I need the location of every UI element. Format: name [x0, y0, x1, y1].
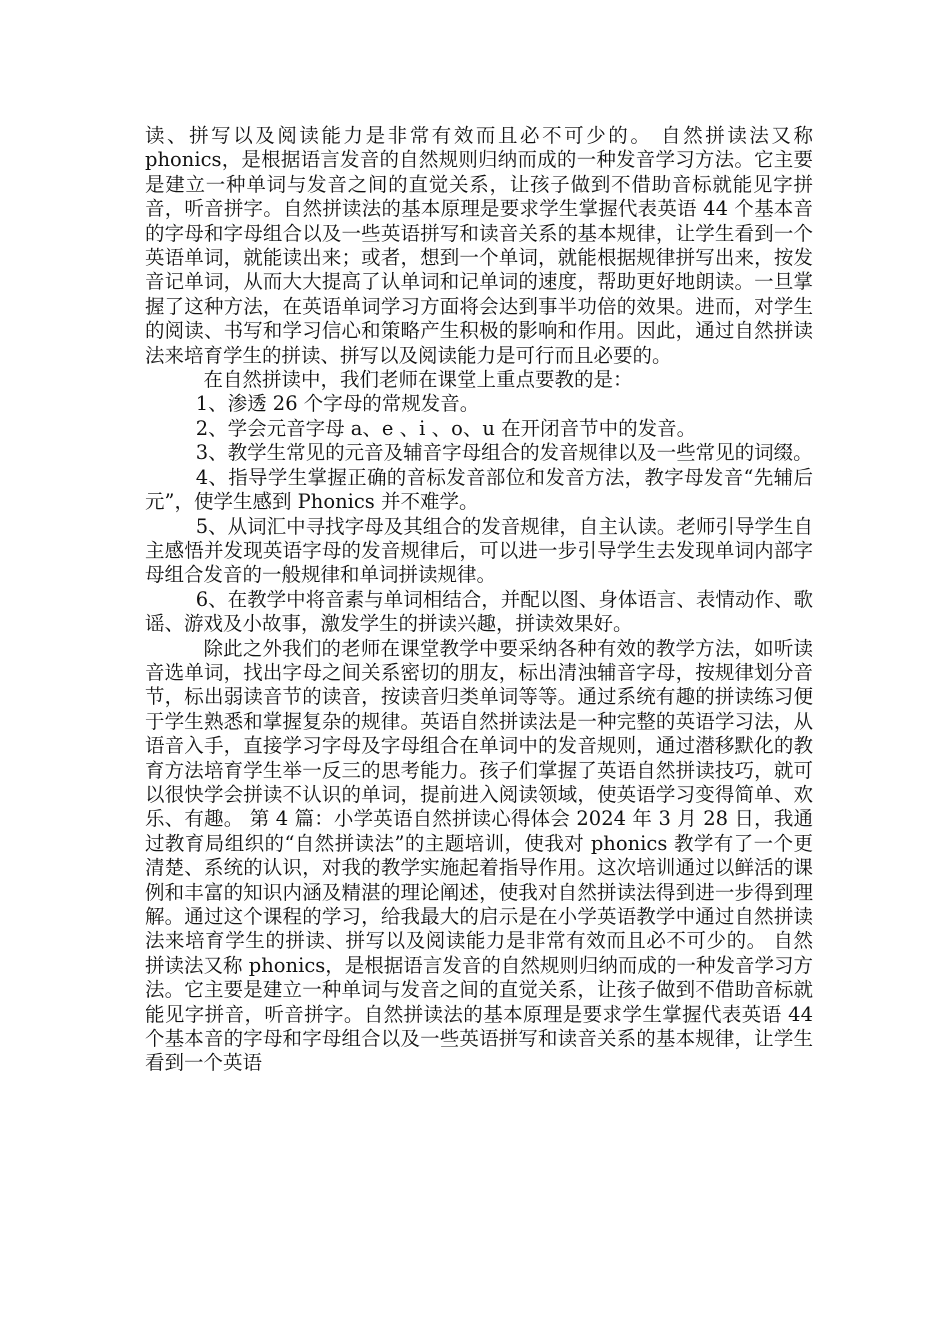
list-item-4: 4、指导学生掌握正确的音标发音部位和发音方法，教字母发音“先辅后元”，使学生感到 Phonics 并不难学。 [145, 465, 813, 514]
list-item-5: 5、从词汇中寻找字母及其组合的发音规律，自主认读。老师引导学生自主感悟并发现英语字母的发音规律后，可以进一步引导学生去发现单词内部字母组合发音的一般规律和单词拼读规律。 [145, 514, 813, 587]
list-item-6: 6、在教学中将音素与单词相结合，并配以图、身体语言、表情动作、歌谣、游戏及小故事，激发学生的拼读兴趣，拼读效果好。 [145, 587, 813, 636]
paragraph-teaching-focus: 在自然拼读中，我们老师在课堂上重点要教的是： [203, 368, 633, 392]
document-page [145, 124, 813, 1076]
list-item-2: 2、学会元音字母 a、e 、i 、o、u 在开闭音节中的发音。 [195, 416, 697, 440]
paragraph-methods-and-article-4: 除此之外我们的老师在课堂教学中要采纳各种有效的教学方法，如听读音选单词，找出字母之间关系密切的朋友，标出清浊辅音字母，按规律划分音节，标出弱读音节的读音，按读音归类单词等等。通过系统有趣的拼读练习便于学生熟悉和掌握复杂的规律。英语自然拼读法是一种完整的英语学习法，从语音入手，直接学习字母及字母组合在单词中的发音规则，通过潜移默化的教育方法培育学生举一反三的思考能力。孩子们掌握了英语自然拼读技巧，就可以很快学会拼读不认识的单词，提前进入阅读领域，使英语学习变得简单、欢乐、有趣。 第 4 篇：小学英语自然拼读心得体会 2024 年 3 月 28 日，我通过教育局组织的“自然拼读法”的主题培训，使我对 phonics 教学有了一个更清楚、系统的认识，对我的教学实施起着指导作用。这次培训通过以鲜活的课例和丰富的知识内涵及精湛的理论阐述，使我对自然拼读法得到进一步得到理解。通过这个课程的学习，给我最大的启示是在小学英语教学中通过自然拼读法来培育学生的拼读、拼写以及阅读能力是非常有效而且必不可少的。 自然拼读法又称 phonics，是根据语言发音的自然规则归纳而成的一种发音学习方法。它主要是建立一种单词与发音之间的直觉关系，让孩子做到不借助音标就能见字拼音，听音拼字。自然拼读法的基本原理是要求学生掌握代表英语 44 个基本音的字母和字母组合以及一些英语拼写和读音关系的基本规律，让学生看到一个英语 [145, 636, 813, 1075]
paragraph-intro-continued: 读、拼写以及阅读能力是非常有效而且必不可少的。 自然拼读法又称 phonics，是根据语言发音的自然规则归纳而成的一种发音学习方法。它主要是建立一种单词与发音之间的直觉关系，让孩子做到不借助音标就能见字拼音，听音拼字。自然拼读法的基本原理是要求学生掌握代表英语 44 个基本音的字母和字母组合以及一些英语拼写和读音关系的基本规律，让学生看到一个英语单词，就能读出来；或者，想到一个单词，就能根据规律拼写出来，按发音记单词，从而大大提高了认单词和记单词的速度，帮助更好地朗读。一旦掌握了这种方法，在英语单词学习方面将会达到事半功倍的效果。进而，对学生的阅读、书写和学习信心和策略产生积极的影响和作用。因此，通过自然拼读法来培育学生的拼读、拼写以及阅读能力是可行而且必要的。 [145, 124, 813, 367]
list-item-3: 3、教学生常见的元音及辅音字母组合的发音规律以及一些常见的词缀。 [195, 441, 813, 465]
list-item-1: 1、渗透 26 个字母的常规发音。 [195, 392, 480, 416]
